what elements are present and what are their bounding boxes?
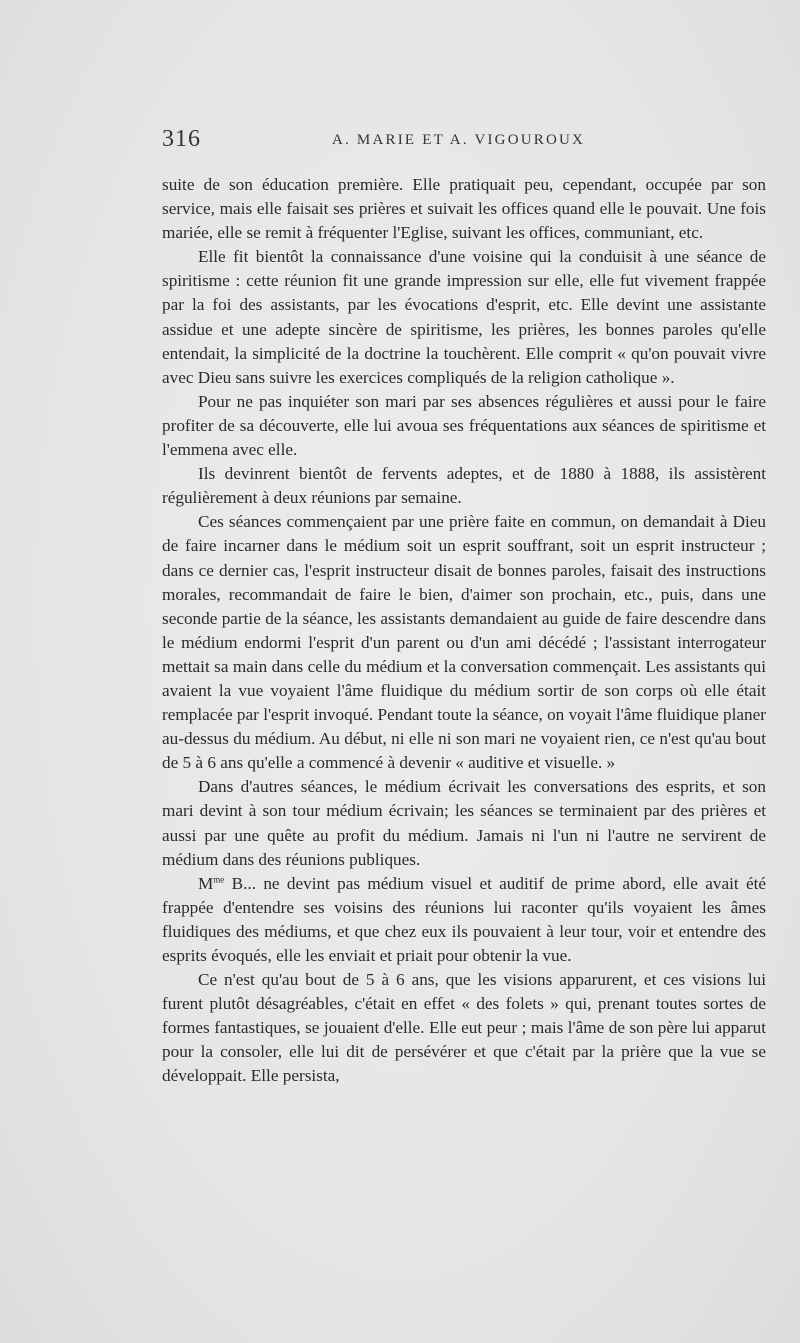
paragraph-2: Elle fit bientôt la connaissance d'une voisine qui la conduisit à une séance de spiritisme : cette réunion fit une grande impression sur elle, elle fut vivement frappée par la foi des assistants, par les évocations d'esprit, etc. Elle devint une assistante assidue et une adepte sincère de spiritisme, les prières, les bonnes paroles qu'elle entendait, la simplicité de la doctrine la touchèrent. Elle comprit « qu'on pouvait vivre avec Dieu sans suivre les exercices compliqués de la religion catholique ». [162,247,766,387]
paragraph-3: Pour ne pas inquiéter son mari par ses absences régulières et aussi pour le faire profiter de sa découverte, elle lui avoua ses fréquentations aux séances de spiritisme et l'emmena avec elle. [162,391,766,460]
paragraph-7-text: B... ne devint pas médium visuel et auditif de prime abord, elle avait été frappée d'entendre ses voisins des réunions lui raconter qu'ils voyaient les âmes fluidiques des médiums, et que chez eux ils pouvaient à leur tour, voir et entendre des esprits évoqués, elle les enviait et priait pour obtenir la vue. [162,873,767,965]
paragraph-8: Ce n'est qu'au bout de 5 à 6 ans, que les visions apparurent, et ces visions lui furent plutôt désagréables, c'était en effet « des folets » qui, prenant toutes sortes de formes fantastiques, se jouaient d'elle. Elle eut peur ; mais l'âme de son père lui apparut pour la consoler, elle lui dit de persévérer et que c'était par la prière que la vue se développait. Elle persista, [162,970,766,1086]
paragraph-7 [162,872,766,968]
running-title: A. MARIE ET A. VIGOUROUX [332,132,586,148]
paragraph-1: suite de son éducation première. Elle pratiquait peu, cependant, occupée par son service, mais elle faisait ses prières et suivait les offices quand elle le pouvait. Une fois mariée, elle se remit à fréquenter l'Eglise, suivant les offices, communiant, etc. [162,175,766,243]
paragraph-6: Dans d'autres séances, le médium écrivait les conversations des esprits, et son mari devint à son tour médium écrivain; les séances se terminaient par des prières et aussi par une quête au profit du médium. Jamais ni l'un ni l'autre ne servirent de médium dans des réunions publiques. [162,777,766,869]
page-header [162,126,766,156]
page-number: 316 [162,126,201,152]
paragraph-5: Ces séances commençaient par une prière faite en commun, on demandait à Dieu de faire incarner dans le médium soit un esprit souffrant, soit un esprit instructeur ; dans ce dernier cas, l'esprit instructeur disait de bonnes paroles, faisait des instructions morales, recommandait de faire le bien, d'aimer son prochain, etc., puis, dans une seconde partie de la séance, les assistants demandaient au guide de faire descendre dans le médium endormi l'esprit d'un parent ou d'un ami décédé ; l'assistant interrogateur mettait sa main dans celle du médium et la conversation commençait. Les assistants qui avaient la vue voyaient l'âme fluidique du médium sortir de son corps où elle était remplacée par l'esprit invoqué. Pendant toute la séance, on voyait l'âme fluidique planer au-dessus du médium. Au début, ni elle ni son mari ne voyaient rien, ce n'est qu'au bout de 5 à 6 ans qu'elle a commencé à devenir « auditive et visuelle. » [162,512,766,773]
body-text [162,173,766,1089]
abbrev-madame: $M^{me}$ [198,873,225,893]
paragraph-4: Ils devinrent bientôt de fervents adeptes, et de 1880 à 1888, ils assistèrent régulièrement à deux réunions par semaine. [162,464,766,508]
